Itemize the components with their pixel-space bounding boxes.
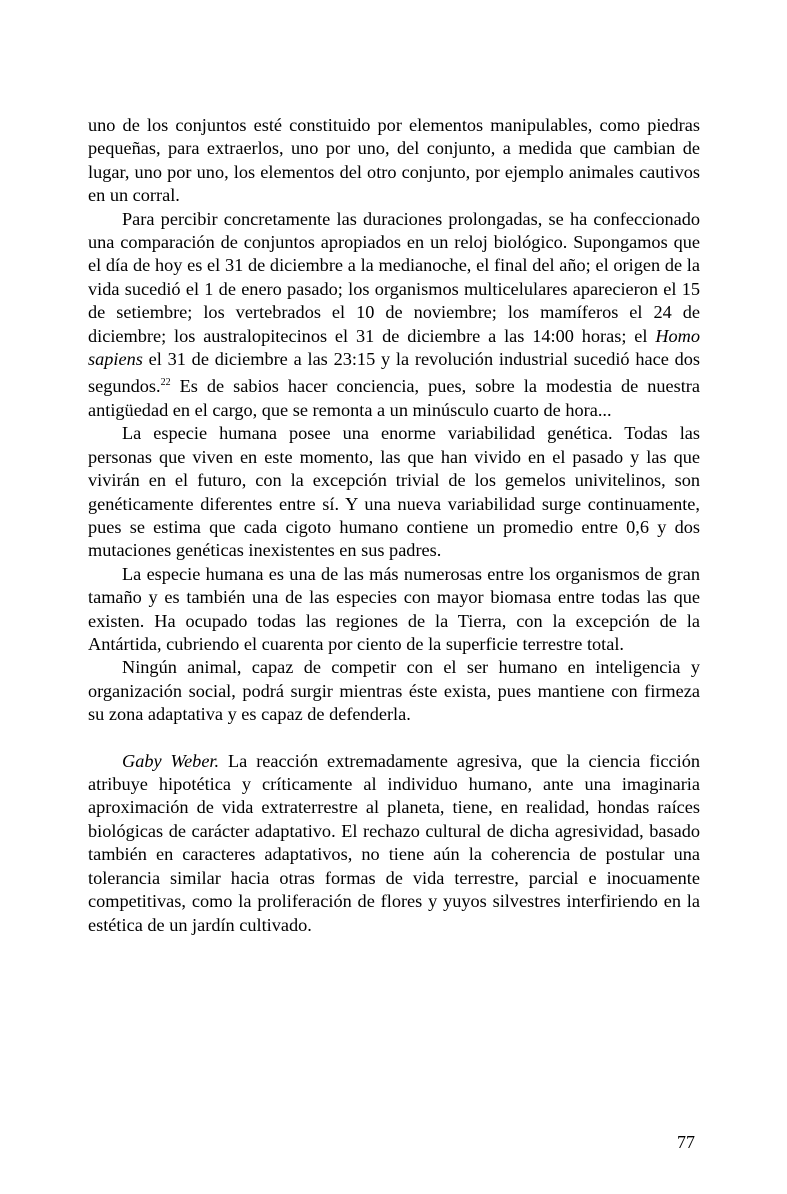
paragraph-2-text-end: Es de sabios hacer conciencia, pues, sobre la modestia de nuestra antigüedad en el cargo, que se remonta a un minúsculo cuarto de hora... [88,376,700,420]
paragraph-2 [88,208,700,423]
body-text [88,114,700,937]
paragraph-5: Ningún animal, capaz de competir con el ser humano en inteligencia y organización social, podrá surgir mientras éste exista, pues mantiene con firmeza su zona adaptativa y es capaz de defenderla. [88,657,700,725]
page-number: 77 [677,1132,695,1152]
paragraph-1: uno de los conjuntos esté constituido por elementos manipulables, como piedras pequeñas, para extraerlos, uno por uno, del conjunto, a medida que cambian de lugar, uno por uno, los elementos del otro conjunto, por ejemplo animales cautivos en un corral. [88,115,700,206]
paragraph-2-text-mid: el 31 de diciembre a las 23:15 y la revolución industrial sucedió hace dos segundos. [88,349,700,397]
paragraph-4: La especie humana es una de las más numerosas entre los organismos de gran tamaño y es también una de las especies con mayor biomasa entre todas las que existen. Ha ocupado todas las regiones de la Tierra, con la excepción de la Antártida, cubriendo el cuarenta por ciento de la superficie terrestre total. [88,563,700,655]
paragraph-2-text-start: Para percibir concretamente las duraciones prolongadas, se ha confeccionado una comparación de conjuntos apropiados en un reloj biológico. Supongamos que el día de hoy es el 31 de diciembre a la medianoche, el final del año; el origen de la vida sucedió el 1 de enero pasado; los organismos multicelulares aparecieron el 15 de setiembre; los vertebrados el 10 de noviembre; los mamíferos el 24 de diciembre; los australopitecinos el 31 de diciembre a las 14:00 horas; el [88,208,700,346]
paragraph-6 [88,750,700,937]
paragraph-6-text: La reacción extremadamente agresiva, que la ciencia ficción atribuye hipotética y críticamente al individuo humano, ante una imaginaria aproximación de vida extraterrestre al planeta, tiene, en realidad, hondas raíces biológicas de carácter adaptativo. El rechazo cultural de dicha agresividad, basado también en caracteres adaptativos, no tiene aún la coherencia de postular una tolerancia similar hacia otras formas de vida terrestre, parcial e inocuamente competitivas, como la proliferación de flores y yuyos silvestres interfiriendo en la estética de un jardín cultivado. [88,750,700,935]
paragraph-3: La especie humana posee una enorme variabilidad genética. Todas las personas que viven en este momento, las que han vivido en el pasado y las que vivirán en el futuro, con la excepción trivial de los gemelos univitelinos, son genéticamente diferentes entre sí. Y una nueva variabilidad surge continuamente, pues se estima que cada cigoto humano contiene un promedio entre 0,6 y dos mutaciones genéticas inexistentes en sus padres. [88,423,700,561]
footnote-marker: 22 [160,377,171,389]
speaker-name: Gaby Weber. [122,750,220,771]
italic-term: Homo sapiens [88,325,700,370]
